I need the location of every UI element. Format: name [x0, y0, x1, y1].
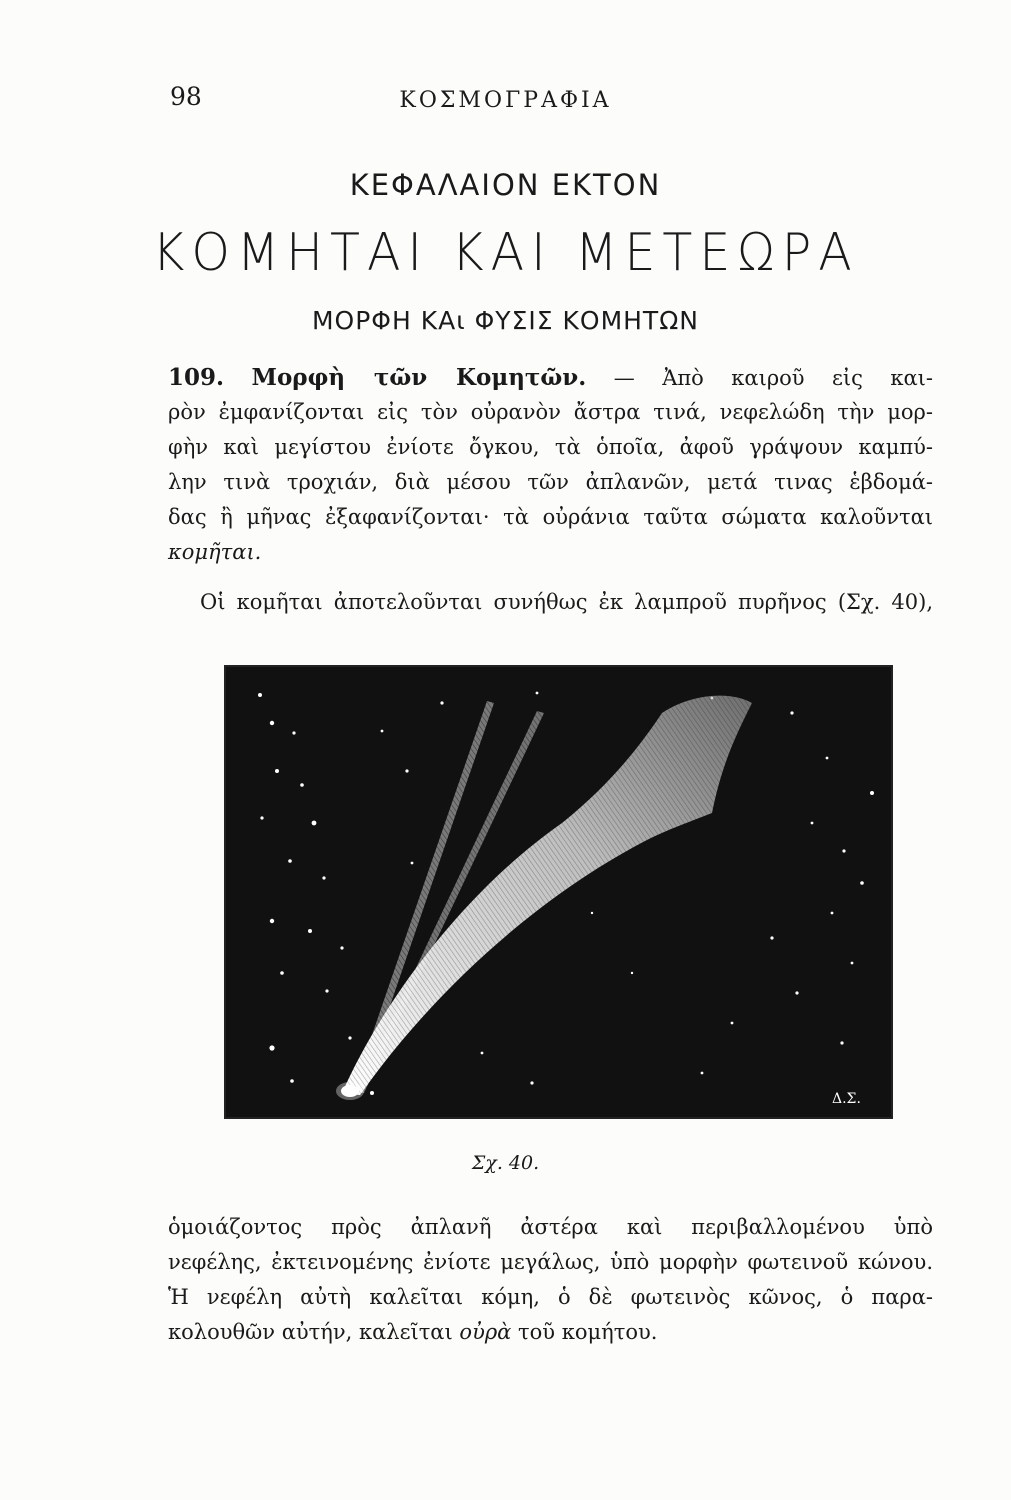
page-number: 98 [170, 82, 202, 111]
paragraph-line: ὁμοιάζοντος πρὸς ἀπλανῆ ἀστέρα καὶ περιβαλλομένου ὑπὸ [168, 1215, 933, 1239]
paragraph-line: νεφέλης, ἐκτεινομένης ἐνίοτε μεγάλως, ὑπὸ μορφὴν φωτεινοῦ κώνου. [168, 1250, 933, 1274]
section-title: ΜΟΡΦΗ ΚΑι ΦΥΣΙΣ ΚΟΜΗΤΩΝ [311, 306, 700, 335]
paragraph-line: φὴν καὶ μεγίστου ἐνίοτε ὄγκου, τὰ ὁποῖα, ἀφοῦ γράψουν καμπύ- [168, 435, 933, 459]
paragraph-italic-term: οὐρὰ [459, 1320, 512, 1344]
paragraph-heading: Μορφὴ τῶν Κομητῶν. [251, 364, 587, 391]
paragraph-line [168, 1282, 933, 1313]
figure-caption: Σχ. 40. [471, 1152, 540, 1174]
comet-illustration [232, 673, 885, 1111]
paragraph-text: κολουθῶν αὐτήν, καλεῖται [168, 1320, 453, 1344]
show-through-smudge [560, 1385, 880, 1407]
paragraph-line: Οἱ κομῆται ἀποτελοῦνται συνήθως ἐκ λαμπροῦ πυρῆνος (Σχ. 40), [200, 590, 933, 614]
paragraph-line [168, 362, 933, 394]
paragraph-line: δας ἢ μῆνας ἐξαφανίζονται· τὰ οὐράνια ταῦτα σώματα καλοῦνται [168, 505, 933, 529]
paragraph-text: τοῦ κομήτου. [518, 1320, 658, 1344]
chapter-title: ΚΟΜΗΤΑΙ ΚΑΙ ΜΕΤΕΩΡΑ [152, 222, 859, 283]
running-head: ΚΟΣΜΟΓΡΑΦΙΑ [399, 88, 612, 113]
paragraph-text: — Ἀπὸ καιροῦ εἰς και- [613, 366, 933, 390]
paragraph-line: κομῆται. [168, 540, 262, 564]
engraver-signature: Δ.Σ. [832, 1091, 861, 1107]
paragraph-line [168, 1317, 933, 1348]
paragraph-text: Ἡ νεφέλη αὐτὴ καλεῖται κόμη, ὁ δὲ φωτεινὸς κῶνος, ὁ παρα- [168, 1285, 933, 1309]
comet-figure [224, 665, 893, 1119]
chapter-label: ΚΕΦΑΛΑΙΟΝ ΕΚΤΟΝ [349, 168, 662, 202]
paragraph-line: ρὸν ἐμφανίζονται εἰς τὸν οὐρανὸν ἄστρα τινά, νεφελώδη τὴν μορ- [168, 400, 933, 424]
comet-nucleus [336, 1082, 364, 1100]
paragraph-line: λην τινὰ τροχιάν, διὰ μέσου τῶν ἀπλανῶν, μετά τινας ἑβδομά- [168, 470, 933, 494]
paragraph-number: 109. [168, 364, 225, 391]
